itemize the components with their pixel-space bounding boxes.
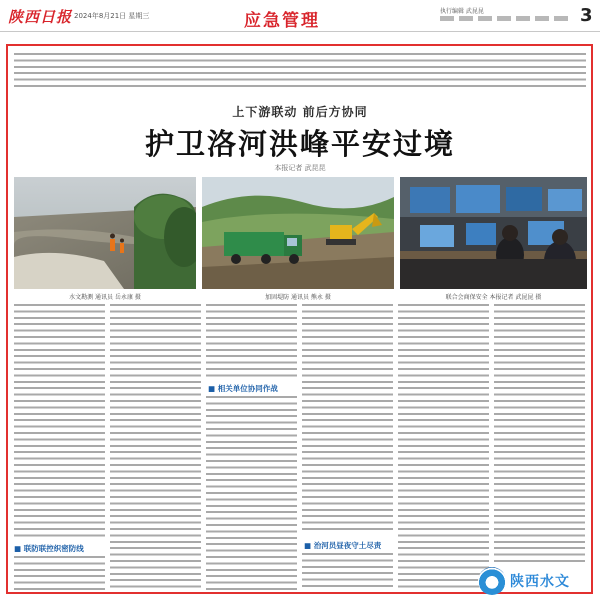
shaanxi-hydrology-logo-icon	[478, 567, 506, 595]
section-subhead-joint-defense: ■ 联防联控织密防线	[14, 543, 84, 554]
section-subhead-river-guards: ■ 治河员昼夜守土尽责	[304, 540, 381, 551]
body-text-column	[206, 304, 297, 378]
section-title: 应急管理	[244, 11, 320, 31]
editor-credit: 执行编辑 武昆昆	[440, 8, 484, 15]
issue-date: 2024年8月21日 星期三	[74, 12, 150, 20]
section-subhead-coordination: ■ 相关单位协同作战	[208, 383, 278, 394]
article-subheadline: 上下游联动 前后方协同	[232, 105, 368, 119]
watermark-text: 陕西水文	[510, 574, 570, 590]
body-text-column	[14, 556, 105, 590]
newspaper-logo: 陕西日报	[8, 8, 73, 26]
photo-hydrology-survey	[14, 177, 196, 289]
photo-embankment-reinforcement	[202, 177, 394, 289]
photo-caption-right: 联合会商保安全 本报记者 武昆昆 摄	[445, 294, 542, 301]
lead-paragraph	[14, 53, 586, 87]
body-text-column	[14, 304, 105, 540]
source-watermark	[478, 566, 596, 596]
body-text-column	[206, 396, 297, 590]
body-text-column	[302, 553, 393, 590]
body-text-column	[110, 304, 201, 590]
photo-caption-left: 水文勘测 通讯员 岳永康 摄	[69, 294, 141, 301]
body-text-column	[398, 304, 489, 590]
page-number: 3	[580, 5, 593, 26]
photo-caption-mid: 加固堤防 通讯员 熊永 摄	[265, 294, 331, 301]
photo-joint-duty-room	[400, 177, 587, 289]
article-headline: 护卫洛河洪峰平安过境	[144, 127, 455, 161]
article-byline: 本报记者 武昆昆	[274, 164, 326, 172]
page-masthead	[0, 0, 600, 32]
body-text-column	[302, 304, 393, 534]
body-text-column	[494, 304, 585, 564]
editor-credit-lines	[440, 16, 570, 21]
